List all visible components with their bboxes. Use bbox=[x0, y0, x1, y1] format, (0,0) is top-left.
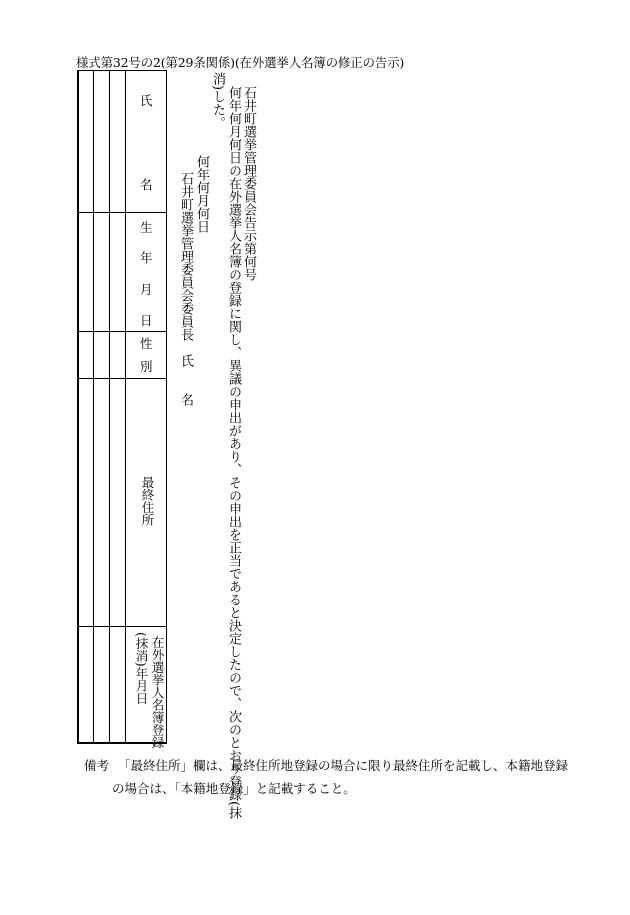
table-column-line bbox=[109, 70, 110, 744]
table-row-line bbox=[77, 378, 167, 379]
header-sex-char: 性 bbox=[140, 336, 153, 351]
notice-date: 何年何月何日 bbox=[194, 155, 209, 233]
header-name-char: 名 bbox=[140, 177, 153, 192]
table-column-line bbox=[93, 70, 94, 744]
notes-label: 備考 bbox=[84, 758, 110, 773]
header-birth-char: 月 bbox=[140, 282, 153, 297]
table-row-line bbox=[77, 212, 167, 213]
header-birth-char: 生 bbox=[140, 220, 153, 235]
form-title: 様式第32号の2(第29条関係)(在外選挙人名簿の修正の告示) bbox=[76, 55, 405, 70]
table-column-line bbox=[125, 70, 126, 744]
notice-body-line1: 何年何月何日の在外選挙人名簿の登録に関し、異議の申出があり、その申出を正当であると決定したので、次のとおり登録(抹 bbox=[226, 86, 241, 820]
notice-chair: 石井町選挙管理委員会委員長 氏 名 bbox=[178, 172, 193, 406]
table-row-line bbox=[77, 626, 167, 627]
table-border-right bbox=[166, 70, 167, 744]
notes bbox=[84, 754, 568, 800]
header-birth-char: 日 bbox=[140, 313, 153, 328]
notice-body-line2: 消)した。 bbox=[210, 72, 225, 130]
notice-number: 石井町選挙管理委員会告示第何号 bbox=[241, 86, 256, 281]
register-table bbox=[77, 70, 167, 749]
header-last-address: 最終住所 bbox=[140, 476, 155, 526]
table-border-left bbox=[77, 70, 79, 744]
notes-line1 bbox=[84, 754, 568, 777]
header-sex-char: 別 bbox=[140, 359, 153, 374]
notes-text-line2: の場合は、「本籍地登録」と記載すること。 bbox=[112, 781, 356, 796]
table-row-line bbox=[77, 331, 167, 332]
header-registry-line1: 在外選挙人名簿登録 bbox=[150, 636, 165, 749]
header-name-char: 氏 bbox=[140, 93, 153, 108]
table-border-top bbox=[77, 70, 167, 71]
header-birth-char: 年 bbox=[140, 250, 153, 265]
notes-text-line1: 「最終住所」欄は、最終住所地登録の場合に限り最終住所を記載し、本籍地登録 bbox=[118, 758, 569, 773]
header-registry-line2: (抹消)年月日 bbox=[134, 632, 149, 705]
